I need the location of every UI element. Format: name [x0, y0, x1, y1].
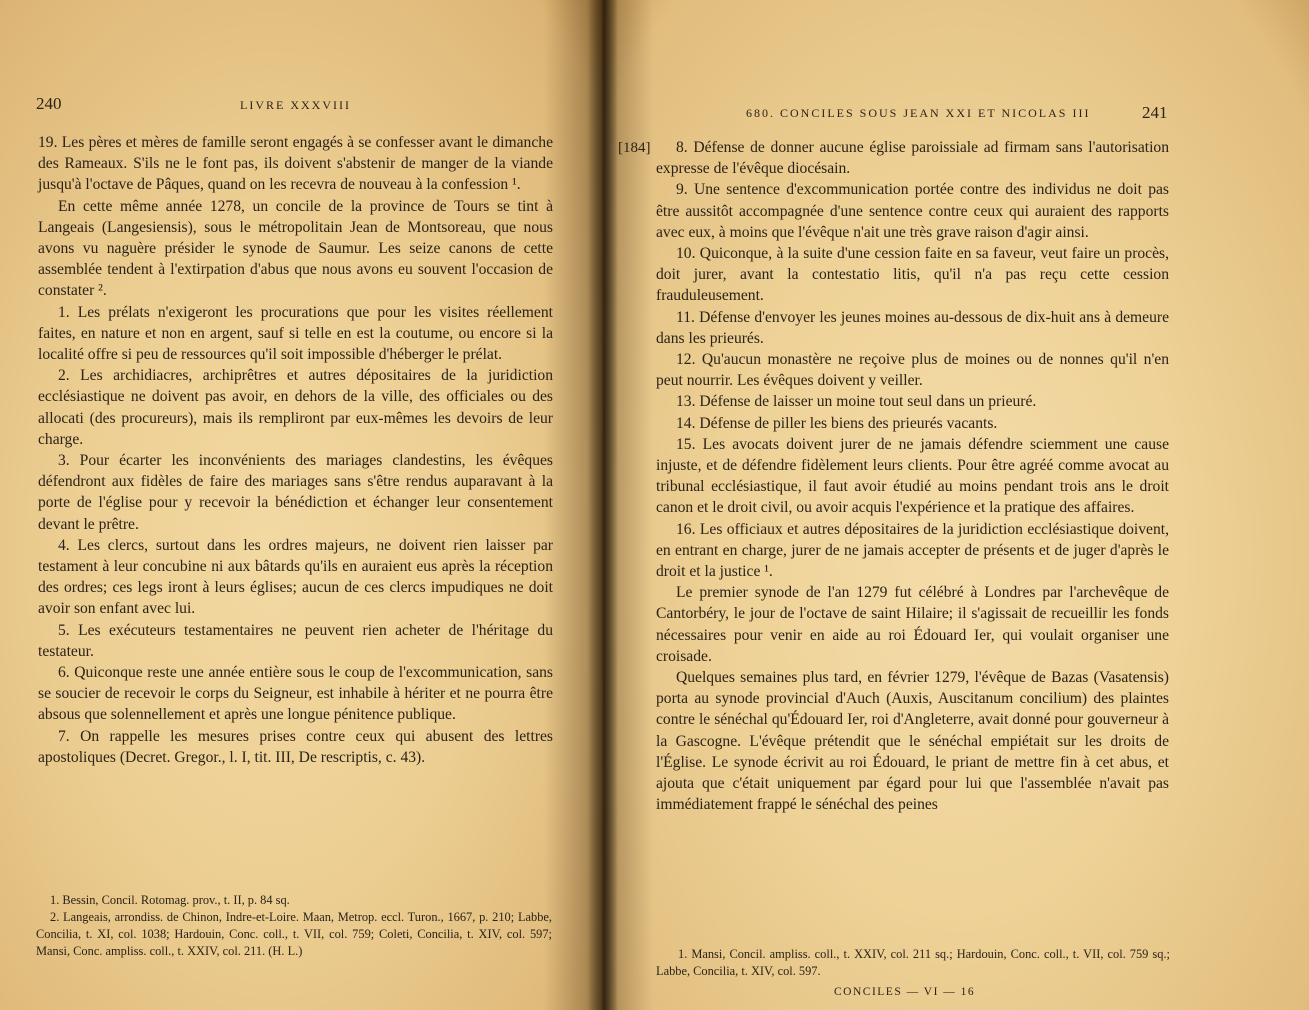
- paragraph: 10. Quiconque, à la suite d'une cession faite en sa faveur, veut faire un procès, doit jurer, avant la contestatio litis, qu'il n'a pas reçu cette cession frauduleusement.: [656, 245, 1169, 305]
- paragraph: En cette même année 1278, un concile de la province de Tours se tint à Langeais (Langesiensis), sous le métropolitain Jean de Montsoreau, que nous avons vu naguère présider le synode de Saumur. Les seize canons de cette assemblée tendent à l'extirpation d'abus que nous avons eu souvent l'occasion de constater ².: [38, 197, 553, 300]
- margin-note: [184]: [618, 140, 651, 156]
- left-footnotes: [36, 892, 552, 960]
- book-gutter: [588, 0, 618, 1010]
- paragraph: 5. Les exécuteurs testamentaires ne peuvent rien acheter de l'héritage du testateur.: [38, 621, 553, 660]
- right-body-text: [656, 137, 1169, 816]
- right-page: [604, 0, 1309, 1010]
- paragraph: 4. Les clercs, surtout dans les ordres majeurs, ne doivent rien laisser par testament à leur concubine ni aux bâtards qu'ils en auraient eus après la réception des ordres; ces legs iront à leurs églises; aucun de ces clercs impudiques ne doit avoir son enfant avec lui.: [38, 536, 553, 618]
- paragraph: 14. Défense de piller les biens des prieurés vacants.: [676, 414, 998, 432]
- signature-mark: CONCILES — VI — 16: [834, 986, 976, 998]
- paragraph: 6. Quiconque reste une année entière sous le coup de l'excommunication, sans se soucier de recevoir le corps du Seigneur, est inhabile à hériter et ne pourra être absous que solennellement et après une longue pénitence publique.: [38, 664, 553, 724]
- footnote: 2. Langeais, arrondiss. de Chinon, Indre-et-Loire. Maan, Metrop. eccl. Turon., 1667, p. 210; Labbe, Concilia, t. XI, col. 1038; Hardouin, Conc. coll., t. VII, col. 759; Coleti, Concilia, t. XIV, col. 597; Mansi, Conc. ampliss. coll., t. XXIV, col. 211. (H. L.): [36, 910, 552, 958]
- running-head: 680. CONCILES SOUS JEAN XXI ET NICOLAS III: [746, 106, 1091, 120]
- page-number: 240: [36, 94, 62, 113]
- footnote: 1. Mansi, Concil. ampliss. coll., t. XXIV, col. 211 sq.; Hardouin, Conc. coll., t. VII, col. 759 sq.; Labbe, Concilia, t. XIV, col. 597.: [656, 947, 1170, 978]
- footnote: 1. Bessin, Concil. Rotomag. prov., t. II, p. 84 sq.: [50, 893, 290, 907]
- paragraph: 12. Qu'aucun monastère ne reçoive plus de moines ou de nonnes qu'il n'en peut nourrir. Les évêques doivent y veiller.: [656, 351, 1169, 390]
- running-head: LIVRE XXXVIII: [240, 98, 351, 112]
- paragraph: 8. Défense de donner aucune église paroissiale ad firmam sans l'autorisation expresse de l'évêque diocésain.: [656, 139, 1169, 178]
- paragraph: 11. Défense d'envoyer les jeunes moines au-dessous de dix-huit ans à demeure dans les prieurés.: [656, 308, 1169, 347]
- paragraph: 19. Les pères et mères de famille seront engagés à se confesser avant le dimanche des Rameaux. S'ils ne le font pas, ils doivent s'abstenir de manger de la viande jusqu'à l'octave de Pâques, quand on les recevra de nouveau à la confession ¹.: [38, 134, 553, 194]
- paragraph: 7. On rappelle les mesures prises contre ceux qui abusent des lettres apostoliques (Decret. Gregor., l. I, tit. III, De rescriptis, c. 43).: [38, 727, 553, 766]
- page-number: 241: [1142, 103, 1168, 122]
- left-page: [0, 0, 604, 1010]
- paragraph: Quelques semaines plus tard, en février 1279, l'évêque de Bazas (Vasatensis) porta au synode provincial d'Auch (Auxis, Auscitanum concilium) des plaintes contre le sénéchal qu'Édouard Ier, roi d'Angleterre, avait donné pour gouverneur à la Gascogne. L'évêque prétendit que le sénéchal empiétait sur les droits de l'Église. Le synode écrivit au roi Édouard, le priant de mettre fin à cet abus, et ajouta que c'était uniquement par égard pour lui que l'assemblée n'avait pas immédiatement frappé le sénéchal des peines: [656, 669, 1169, 814]
- paragraph: 1. Les prélats n'exigeront les procurations que pour les visites réellement faites, en nature et non en argent, sauf si telle en est la coutume, ou encore si la localité offre si peu de ressources qu'il soit impossible d'héberger le prélat.: [38, 303, 553, 364]
- paragraph: 3. Pour écarter les inconvénients des mariages clandestins, les évêques défendront aux fidèles de faire des mariages sans s'être rendus auparavant à la porte de l'église pour y recevoir la bénédiction et échanger leur consentement devant le prêtre.: [38, 452, 553, 533]
- paragraph: Le premier synode de l'an 1279 fut célébré à Londres par l'archevêque de Cantorbéry, le jour de l'octave de saint Hilaire; il s'agissait de recueillir les fonds nécessaires pour venir en aide au roi Édouard Ier, qui voulait organiser une croisade.: [656, 584, 1169, 665]
- paragraph: 13. Défense de laisser un moine tout seul dans un prieuré.: [676, 393, 1037, 411]
- paragraph: 2. Les archidiacres, archiprêtres et autres dépositaires de la juridiction ecclésiastique ne doivent pas avoir, en dehors de la ville, des officiales ou des allocati (des procureurs), mais ils rempliront par eux-mêmes les devoirs de leur charge.: [38, 367, 553, 448]
- paragraph: 15. Les avocats doivent jurer de ne jamais défendre sciemment une cause injuste, et de défendre fidèlement leurs clients. Pour être agréé comme avocat au tribunal ecclésiastique, il faut avoir étudié au moins pendant trois ans le droit canon et le droit civil, ou avoir acquis l'expérience et la pratique des affaires.: [656, 435, 1169, 517]
- paragraph: 9. Une sentence d'excommunication portée contre des individus ne doit pas être aussitôt accompagnée d'une sentence contre ceux qui auraient des rapports avec eux, à moins que l'évêque n'ait une très grave raison d'agir ainsi.: [656, 181, 1169, 241]
- paragraph: 16. Les officiaux et autres dépositaires de la juridiction ecclésiastique doivent, en entrant en charge, jurer de ne jamais accepter de présents et de juger d'après le droit et la justice ¹.: [656, 520, 1169, 581]
- left-body-text: [38, 132, 553, 768]
- right-footnotes: [656, 946, 1170, 980]
